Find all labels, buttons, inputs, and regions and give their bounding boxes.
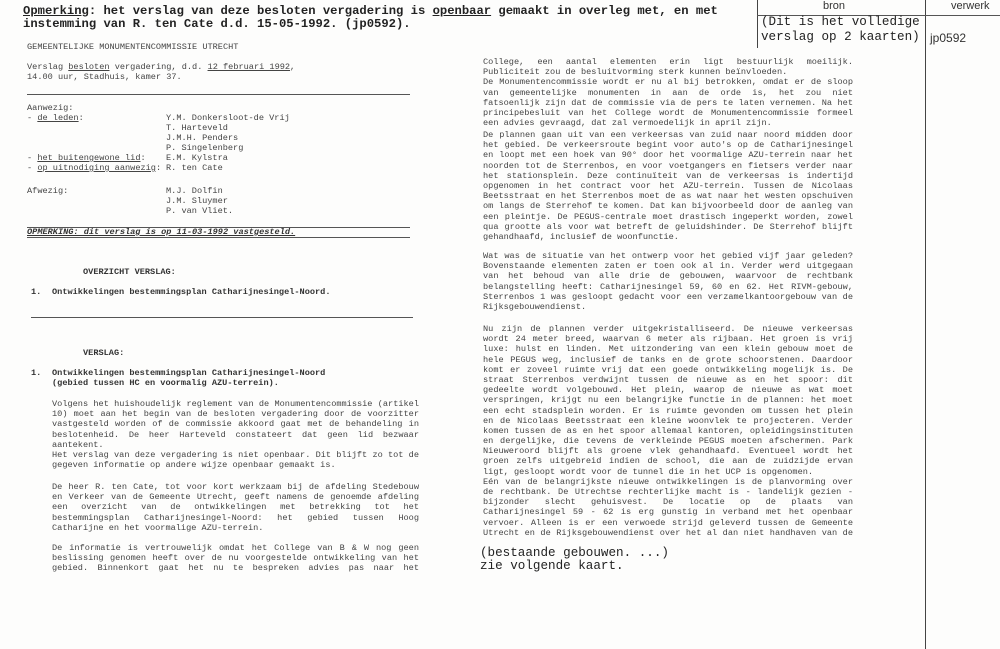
opmerking-vastgesteld: OPMERKING: dit verslag is op 11-03-1992 vastgesteld. — [27, 227, 296, 237]
paragraph-vertrouwelijk — [52, 543, 419, 574]
member: T. Harteveld — [166, 123, 228, 133]
absent-member: M.J. Dolfin — [166, 186, 223, 196]
text-line: Volgens het huishoudelijk reglement van de Monumentencommissie (artikel — [52, 399, 419, 409]
text-line: vervoer. Alleen is er een verwoede strijd geleverd tussen de Gemeente — [483, 517, 853, 528]
absent-member: P. van Vliet. — [166, 206, 234, 216]
text-line: van het behoud van alle drie de gebouwen, waarvoor de rechtbank — [483, 271, 853, 282]
text-line: Het verslag van deze vergadering is niet openbaar. Dit blijft zo tot de — [52, 449, 419, 460]
box-divider-right — [925, 0, 926, 649]
text-line: verspringen, krijgt nu een belangrijke functie in de plannen: het moet — [483, 395, 853, 406]
continued-line2: zie volgende kaart. — [480, 559, 624, 573]
text-line: luxe: hulst en linden. Met uitzondering van een klein gebouw moet de — [483, 344, 853, 355]
continued-line1: (bestaande gebouwen. ...) — [480, 546, 669, 560]
text-line: gebied. Binnenkort gaat het nu te bespreken advies pas naar het — [52, 563, 419, 574]
text-line: belangstelling heeft: Catharijnesingel 59, 60 en 62. Het RIVM-gebouw, — [483, 281, 853, 292]
text-line: fatsoenlijk zijn dat de commissie via de pers te laten vernemen. Na het — [483, 97, 853, 108]
text-line: Utrecht en de Rijksgebouwendienst over het al dan niet handhaven van de — [483, 527, 853, 538]
text-line: Catharijnesingel 59 - 62 is erg gunstig in verband met het openbaar — [483, 507, 853, 518]
header-remark-line1 — [23, 4, 718, 18]
text-line: gehandhaafd, inclusief de woonfunctie. — [483, 231, 679, 242]
text-line: Wat was de situatie van het ontwerp voor het gebied vijf jaar geleden? — [483, 251, 853, 261]
meeting-pre: Verslag — [27, 62, 69, 72]
header-remark-line2: instemming van R. ten Cate d.d. 15-05-1992. (jp0592). — [23, 17, 411, 31]
aanwezig-label: Aanwezig: — [27, 103, 74, 113]
member: J.M.H. Penders — [166, 133, 239, 143]
text-line: 10) moet aan het begin van de besloten vergadering door de voorzitter — [52, 409, 419, 420]
paragraph-college — [483, 57, 853, 128]
divider — [31, 317, 413, 318]
text-line: en dergelijke, die tevens de verkleinde PEGUS moeten afschermen. Park — [483, 436, 853, 447]
bron-label: bron — [823, 0, 846, 12]
text-line: van gemeentelijke monumenten in aan de orde is, het zou niet — [483, 87, 853, 98]
text-line: gedeelte wordt volgebouwd. Het plein, waarop de nieuwe as wat moet — [483, 385, 853, 396]
overzicht-item: Ontwikkelingen bestemmingsplan Catharijnesingel-Noord. — [52, 287, 331, 297]
paragraph-ten-cate — [52, 482, 419, 533]
meeting-mid: vergadering, d.d. — [109, 62, 208, 72]
text-line: bijzonder slecht gehuisvest. De locatie op de plaats van — [483, 497, 853, 508]
org-name: GEMEENTELIJKE MONUMENTENCOMMISSIE UTRECHT — [27, 42, 239, 52]
member: Y.M. Donkersloot-de Vrij — [166, 113, 290, 123]
divider — [27, 94, 410, 95]
text-line: principebesluit van het College wordt de Monumentencommissie formeel — [483, 107, 853, 118]
text-line: en de Nicolaas Beetsstraat een kleine woonvlek te projecteren. Verder — [483, 415, 853, 426]
paragraph-procedure — [52, 399, 419, 470]
uitnodiging-label: - op uitnodiging aanwezig: — [27, 163, 162, 173]
remark-text-end: gemaakt in overleg met, en met — [491, 4, 718, 18]
paragraph-situatie — [483, 251, 853, 312]
text-line: Publiciteit zou de besluitvorming sterk kunnen beïnvloeden. — [483, 67, 788, 78]
text-line: om langs de Sterrehof te komen. Dat kan bijvoorbeeld door de aanleg van — [483, 201, 853, 212]
uitnodiging-label-text: op uitnodiging aanwezig — [37, 163, 156, 173]
buitengewoon-label-text: het buitengewone lid — [37, 153, 141, 163]
text-line: opgenomen in het contract voor het AZU-terrein. Tussen de Nicolaas — [483, 180, 853, 191]
text-line: Catharijne en het voormalige AZU-terrein. — [52, 522, 264, 533]
text-line: beslissing genomen heeft over de nu voorgestelde ontwikkeling van het — [52, 553, 419, 564]
text-line: Nieuweroord blijft als groene vlek gehandhaafd. Eventueel wordt het — [483, 446, 853, 457]
text-line: ligt, gesloopt wordt voor de tunnel die in het UCP is opgenomen. — [483, 466, 814, 477]
item-subtitle: (gebied tussen HC en voormalig AZU-terrein). — [52, 378, 279, 388]
meeting-date: 12 februari 1992 — [207, 62, 291, 72]
text-line: Rijksgebouwendienst. — [483, 301, 587, 312]
box-code: jp0592 — [930, 31, 967, 45]
overzicht-item-num: 1. — [31, 287, 42, 297]
member: P. Singelenberg — [166, 143, 244, 153]
text-line: qua grootte als voor wat betreft de geluidshinder. De Sterrehof blijft — [483, 221, 853, 232]
text-line: wordt 24 meter breed, waarvan 6 meter als rijbaan. Het groen is vrij — [483, 334, 853, 345]
text-line: komen tussen de as en het spoor allemaal kantoren, opleidingsinstituten — [483, 425, 853, 436]
remark-openbaar: openbaar — [432, 4, 492, 18]
text-line: De Monumentencommissie wordt er nu al bij betrokken, omdat er de sloop — [483, 77, 853, 88]
text-line: noorden tot de Sterrenbos, en voor voetgangers en fietsers verder naar — [483, 160, 853, 171]
overzicht-title: OVERZICHT VERSLAG: — [83, 267, 176, 277]
verslag-title: VERSLAG: — [83, 348, 125, 358]
text-line: De plannen gaan uit van een verkeersas van zuid naar noord midden door — [483, 130, 853, 140]
leden-label: - de leden: — [27, 113, 84, 123]
box-note-line1: (Dit is het volledige — [761, 15, 920, 29]
text-line: hele PEGUS weg, inclusief de tanks en de grote schoorstenen. Daardoor — [483, 354, 853, 365]
text-line: en loopt met een hoek van 90° door het voormalige AZU-terrein naar het — [483, 150, 853, 161]
absent-member: J.M. Sluymer — [166, 196, 228, 206]
text-line: vastgesteld worden of de commissie akkoord gaat met de behandeling in — [52, 419, 419, 430]
verwerkt-label: verwerk — [951, 0, 990, 12]
text-line: aantekent. — [52, 439, 104, 450]
text-line: Bovenstaande elementen zaten er toen ook al in. Verder werd uitgegaan — [483, 261, 853, 272]
member: E.M. Kylstra — [166, 153, 228, 163]
meeting-besloten: besloten — [68, 62, 110, 72]
text-line: straat Sterrenbos verdwijnt tussen de nieuwe as en het spoor: dit — [483, 374, 853, 385]
text-line: beslotenheid. De heer Harteveld constateert dat geen lid bezwaar — [52, 429, 419, 440]
paragraph-nu — [483, 324, 853, 538]
guest: R. ten Cate — [166, 163, 223, 173]
afwezig-label: Afwezig: — [27, 186, 69, 196]
text-line: Nu zijn de plannen verder uitgekristalliseerd. De nieuwe verkeersas — [483, 324, 853, 334]
text-line: en Verkeer van de Gemeente Utrecht, geeft namens de genoemde afdeling — [52, 492, 419, 503]
text-line: De heer R. ten Cate, tot voor kort werkzaam bij de afdeling Stedebouw — [52, 482, 419, 492]
text-line: de rechtbank. De Utrechtse rechterlijke macht is - landelijk gezien - — [483, 487, 853, 497]
text-line: een echt stadsplein worden. Er is ruimte gevonden om tussen het plein — [483, 405, 853, 416]
text-line: het gebied. De verkeersroute begint voor auto's op de Catharijnesingel — [483, 140, 853, 151]
meeting-info — [27, 62, 295, 72]
text-line: Eén van de belangrijkste nieuwe ontwikkelingen is de planvorming over — [483, 476, 853, 487]
meeting-post: , — [290, 62, 296, 72]
text-line: groen zelfs uitgebreid indien de school, die aan de zuidzijde ervan — [483, 456, 853, 467]
text-line: gegeven informatie op andere wijze openbaar gemaakt is. — [52, 460, 336, 471]
box-divider-left — [757, 0, 758, 48]
divider — [27, 237, 410, 238]
text-line: bestemmingsplan Catharijnesingel-Noord: het gebied tussen Hoog — [52, 512, 419, 523]
text-line: Sterrenbos 1 was gesloopt gedacht voor een verzamelkantoorgebouw van de — [483, 291, 853, 302]
meeting-time-place: 14.00 uur, Stadhuis, kamer 37. — [27, 72, 182, 82]
buitengewoon-label: - het buitengewone lid: — [27, 153, 146, 163]
remark-text: : het verslag van deze besloten vergadering is — [88, 4, 433, 18]
remark-label: Opmerking — [23, 4, 89, 18]
box-note-line2: verslag op 2 kaarten) — [761, 30, 920, 44]
leden-label-text: de leden — [37, 113, 79, 123]
paragraph-plannen — [483, 130, 853, 242]
item-title: Ontwikkelingen bestemmingsplan Catharijnesingel-Noord — [52, 368, 326, 378]
text-line: een pleintje. De PEGUS-centrale moet drastisch ingeperkt worden, zowel — [483, 211, 853, 222]
text-line: De informatie is vertrouwelijk omdat het College van B & W nog geen — [52, 543, 419, 553]
text-line: een advies gevraagd, dat zal vermoedelijk in april zijn. — [483, 118, 772, 129]
text-line: het stationsplein. Deze continuïteit van de verkeersas is indertijd — [483, 170, 853, 181]
item-num: 1. — [31, 368, 42, 378]
text-line: College, een aantal elementen erin ligt bestuurlijk moeilijk. — [483, 57, 853, 67]
text-line: Beetsstraat en het Sterrenbos moet de as wat naar het westen opschuiven — [483, 191, 853, 202]
text-line: een overzicht van de ontwikkelingen met betrekking tot het — [52, 502, 419, 513]
text-line: komt er zoveel ruimte vrij dat een goede ontwikkeling mogelijk is. De — [483, 364, 853, 375]
